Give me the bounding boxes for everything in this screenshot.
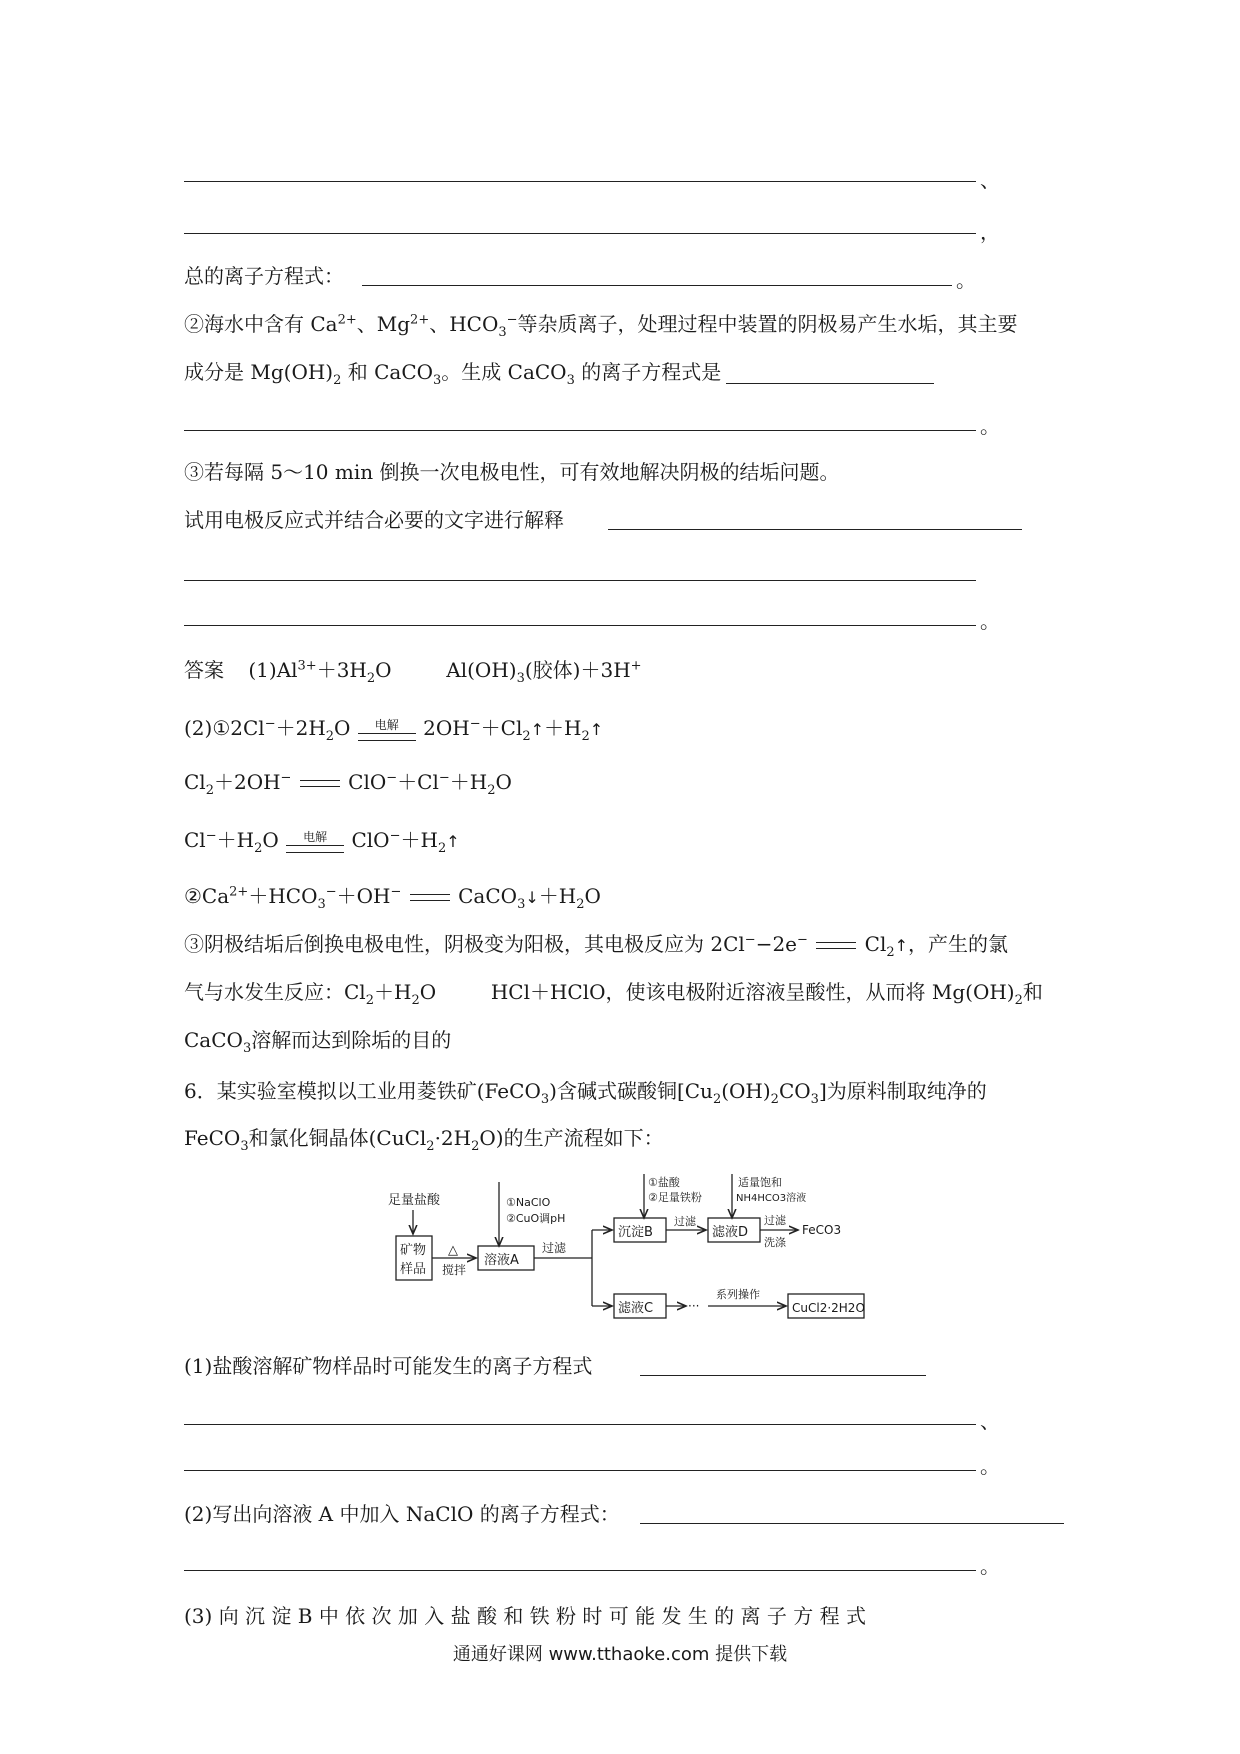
top-reagent-1-label: ①盐酸 — [648, 1176, 680, 1189]
separator: ， — [980, 220, 1000, 244]
answer-line-1: 答案 $(1)Al^{3+}+3H_2O$ $Al(OH)_3$(胶体)＋3H+ — [184, 658, 642, 686]
reversible-arrow-icon — [446, 989, 480, 999]
page-footer: 通通好课网 www.tthaoke.com 提供下载 — [452, 1644, 788, 1665]
answer-line-6: ③阴极结垢后倒换电极电性，阴极变为阳极，其电极反应为 2Cl−−2e− $Cl_2↑$，产生的氯 — [184, 932, 1009, 960]
period: 。 — [980, 1454, 1000, 1478]
answer-blank[interactable] — [184, 1570, 976, 1571]
feco3-label: FeCO3 — [802, 1223, 842, 1237]
period: 。 — [980, 414, 1000, 438]
question-3-line-1: ③若每隔 5～10 min 倒换一次电极电性，可有效地解决阴极的结垢问题。 — [184, 460, 840, 484]
nh4hco3-label-1: 适量饱和 — [738, 1176, 782, 1189]
equals-sign — [410, 894, 450, 901]
electrolysis-sign: 电解 — [286, 831, 344, 853]
electrolysis-sign: 电解 — [358, 719, 416, 741]
filter-3-label: 过滤 — [764, 1214, 786, 1227]
question-6-line-1: 6．某实验室模拟以工业用菱铁矿(FeCO$_3$)含碱式碳酸铜$[Cu_2(OH)_2CO_3]$为原料制取纯净的 — [184, 1079, 987, 1107]
total-equation-line: 总的离子方程式： — [184, 264, 344, 288]
series-label: 系列操作 — [716, 1288, 760, 1301]
filtrate-d-label: 滤液D — [712, 1225, 749, 1240]
question-6-line-2: FeCO$_3$和氯化铜晶体$(CuCl_2\cdot 2H_2O)$的生产流程如下： — [184, 1126, 664, 1154]
question-2-line-1: ②海水中含有 $Ca^{2+}$、$Mg^{2+}$、$HCO_3^-$等杂质离子，处理过程中装置的阴极易产生水垢，其主要 — [184, 312, 1018, 340]
gas-arrow-icon: ↑ — [589, 720, 604, 739]
answer-blank[interactable] — [362, 285, 952, 286]
answer-blank[interactable] — [184, 1470, 976, 1471]
answer-blank[interactable] — [184, 430, 976, 431]
ore-label-2: 样品 — [400, 1262, 427, 1277]
reagent-2-label: ②CuO调pH — [506, 1212, 566, 1225]
period: 。 — [980, 609, 1000, 633]
answer-line-3: $Cl_2+2OH^-$ $ClO^-+Cl^-+H_2O$ — [184, 770, 512, 798]
reversible-arrow-icon — [402, 667, 436, 677]
equals-sign — [816, 942, 856, 949]
answer-blank[interactable] — [184, 181, 976, 182]
precipitate-b-label: 沉淀B — [618, 1225, 653, 1240]
ore-label-1: 矿物 — [400, 1243, 427, 1258]
answer-line-2: $(2)①2Cl^-+2H_2O$ 电解 $2OH^-+Cl_2↑+H_2↑$ — [184, 716, 604, 744]
period: 。 — [956, 268, 976, 292]
solution-a-label: 溶液A — [484, 1253, 519, 1268]
gas-arrow-icon: ↑ — [530, 720, 545, 739]
answer-label: 答案 — [184, 658, 224, 682]
cucl2-label: CuCl2·2H2O — [792, 1301, 865, 1315]
nh4hco3-label-2: NH4HCO3溶液 — [736, 1193, 807, 1204]
question-6-part-2: (2)写出向溶液 A 中加入 NaClO 的离子方程式： — [184, 1502, 620, 1526]
wash-label: 洗涤 — [764, 1236, 786, 1249]
reagent-1-label: ①NaClO — [506, 1196, 551, 1209]
answer-blank[interactable] — [726, 383, 934, 384]
filter-label: 过滤 — [542, 1241, 567, 1255]
acid-label: 足量盐酸 — [388, 1193, 441, 1208]
answer-line-5: $②Ca^{2+}+HCO_3^-+OH^-$ $CaCO_3↓+H_2O$ — [184, 884, 601, 912]
question-2-line-2: 成分是 $Mg(OH)_2$ 和 CaCO$_3$。生成 CaCO$_3$ 的离子方程式是 — [184, 360, 722, 388]
answer-blank[interactable] — [184, 580, 976, 581]
answer-line-8: CaCO$_3$溶解而达到除垢的目的 — [184, 1028, 452, 1056]
question-3-line-2: 试用电极反应式并结合必要的文字进行解释 — [184, 508, 564, 532]
filtrate-c-label: 滤液C — [618, 1301, 654, 1316]
answer-blank[interactable] — [640, 1375, 926, 1376]
separator: 、 — [980, 1409, 1000, 1433]
answer-blank[interactable] — [608, 529, 1022, 530]
answer-line-4: $Cl^-+H_2O$ 电解 $ClO^-+H_2↑$ — [184, 828, 460, 856]
answer-blank[interactable] — [640, 1523, 1064, 1524]
stir-label: 搅拌 — [442, 1263, 467, 1277]
answer-blank[interactable] — [184, 233, 976, 234]
production-flowchart — [386, 1172, 866, 1322]
answer-line-7: 气与水发生反应：$Cl_2+H_2O$ HCl＋HClO，使该电极附近溶液呈酸性，从而将 $Mg(OH)_2$和 — [184, 980, 1043, 1008]
top-reagent-2-label: ②足量铁粉 — [648, 1191, 702, 1204]
equals-sign — [300, 780, 340, 787]
question-6-part-1: (1)盐酸溶解矿物样品时可能发生的离子方程式 — [184, 1354, 593, 1378]
gas-arrow-icon: ↑ — [446, 832, 460, 851]
period: 。 — [980, 1554, 1000, 1578]
separator: 、 — [980, 168, 1000, 192]
dots-label: ··· — [688, 1299, 700, 1313]
heat-label: △ — [448, 1243, 458, 1258]
answer-blank[interactable] — [184, 1424, 976, 1425]
question-6-part-3: (3) 向 沉 淀 B 中 依 次 加 入 盐 酸 和 铁 粉 时 可 能 发 生 的 离 子 方 程 式 — [184, 1604, 866, 1628]
precipitate-arrow-icon: ↓ — [525, 888, 539, 907]
answer-blank[interactable] — [184, 625, 976, 626]
gas-arrow-icon: ↑ — [894, 936, 909, 955]
filter-2-label: 过滤 — [674, 1215, 696, 1228]
